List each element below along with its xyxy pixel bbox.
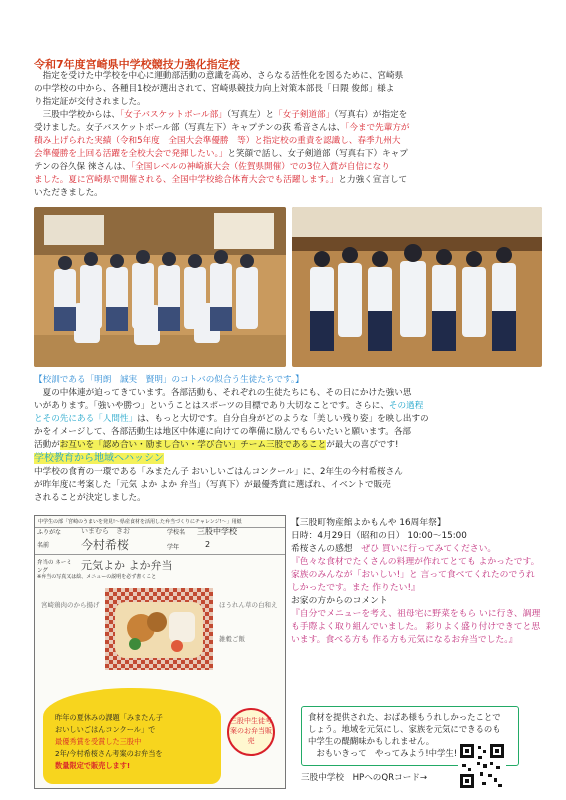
bento-name-label: 弁当の ネーミング bbox=[37, 560, 72, 574]
flyer-line: 数量限定で販売します! bbox=[55, 761, 131, 770]
kendo-photo-image bbox=[292, 207, 542, 367]
impression-text: 『色々な食材でたくさんの料理が作れてとても よかったです。家族のみんなが「おいしい!」と 言って食べてくれたのでうれしかったです。また 作りたい!』 bbox=[291, 557, 540, 593]
designation-line-run: いただきました。 bbox=[34, 188, 103, 198]
event-heading: 【三股町物産館よかもんや 16周年祭】 bbox=[291, 518, 446, 528]
designation-line bbox=[34, 135, 542, 148]
summer-line-run: 活動が bbox=[34, 440, 60, 450]
designation-line-run: 三股中学校からは、 bbox=[34, 110, 120, 120]
comment-label: お家の方からのコメント bbox=[291, 596, 388, 606]
food-line: 中学校の食育の一環である「みまたん子 おいしいごはんコンクール」に、2年生の今村希桜さん bbox=[34, 467, 403, 477]
name-value: 今村希桜 bbox=[81, 538, 130, 552]
summer-line-run: とその先にある「人間性」 bbox=[34, 414, 138, 424]
bento-contest-form bbox=[34, 515, 286, 789]
summer-line bbox=[34, 439, 542, 452]
summer-line bbox=[34, 387, 542, 400]
kendo-team-photo bbox=[292, 207, 542, 367]
form-header: 中学生の部「宮崎のうまいを発見!～県産食材を活用した弁当づくりにチャレンジ!～」用紙 bbox=[35, 516, 285, 528]
form-note: ※弁当の写真又は絵、メニューの説明を必ず書くこと bbox=[37, 574, 157, 580]
designation-line-run: と力強く宣言して bbox=[338, 175, 408, 185]
intro-line: の中学校の中から、各種目1校が選出されて、宮崎県競技力向上対策本部長「日隈 俊郎」様よ bbox=[34, 84, 395, 94]
designation-line bbox=[34, 148, 542, 161]
food-line: が昨年度に考案した「元気 よか よか 弁当」（写真下）が最優秀賞に選ばれ、イベントで販売 bbox=[34, 480, 391, 490]
designation-line-run: 受けました。女子バスケットボール部（写真左下）キャプテンの荻 希音さんは、 bbox=[34, 123, 346, 133]
dish-note-right-1: ほうれん草の白和え bbox=[219, 601, 278, 609]
event-date: 日時：4月29日（昭和の日） 10:00～15:00 bbox=[291, 531, 467, 541]
closing-line: しょう。地域を元気にし、家族を元気にできるのも bbox=[308, 724, 501, 734]
food-paragraph bbox=[34, 466, 542, 505]
closing-line: 食材を提供された、おばあ様もうれしかったことで bbox=[308, 712, 501, 722]
summer-line-run: その過程 bbox=[388, 401, 424, 411]
name-label: 名前 bbox=[37, 542, 50, 549]
intro-paragraph bbox=[34, 70, 542, 109]
dish-note-left: 宮崎鶏肉のから揚げ bbox=[41, 601, 100, 609]
grade-label: 学年 bbox=[167, 544, 180, 551]
designation-line-run: 会準優勝を上回る活躍を全校大会で発揮したい。」 bbox=[34, 149, 228, 159]
designation-line-run: （写真右）が指定を bbox=[334, 110, 408, 120]
summer-line bbox=[34, 413, 542, 426]
event-info bbox=[291, 517, 548, 647]
designation-line bbox=[34, 122, 542, 135]
comment-text: 『自分でメニューを考え、祖母宅に野菜をもら いに行き、調理も手際よく取り組んでいました。 彩りよく盛り付けできてと思います。食べる方も 作る方も元気になるお弁当でした。』 bbox=[291, 609, 541, 645]
flyer-line: 最優秀賞を受賞した三股中 bbox=[55, 737, 142, 746]
summer-paragraph bbox=[34, 387, 542, 452]
designation-line-run: 「全国レベルの神崎旗大会（佐賀県開催）での3位入賞が自信になり bbox=[130, 162, 390, 172]
designation-line-run: ました。夏に宮崎県で開催される、全国中学校総合体育大会でも活躍します。」 bbox=[34, 175, 339, 185]
motto-heading: 【校訓である「明朗 誠実 賢明」のコトバの似合う生徒たちです。】 bbox=[34, 375, 304, 385]
summer-line bbox=[34, 400, 542, 413]
flyer-line: 2年/今村希桜さん考案のお弁当を bbox=[55, 749, 163, 758]
impression-label: 希桜さんの感想 bbox=[291, 544, 353, 554]
designation-line-run: 「今まで先輩方が bbox=[345, 123, 410, 133]
intro-line: 指定を受けた中学校を中心に運動部活動の意識を高め、さらなる活性化を図るために、宮崎県 bbox=[34, 71, 404, 81]
designation-line-run: 「女子バスケットボール部」 bbox=[119, 110, 227, 120]
summer-line-run: いがあります。「強いや勝つ」ということはスポーツの目標であり大切なことです。さらに、 bbox=[34, 401, 389, 411]
closing-line: おもいきって やってみよう!中学生! bbox=[308, 748, 458, 758]
flyer-line: 昨年の夏休みの課題「みまたん子 bbox=[55, 713, 163, 722]
bento-photo bbox=[105, 588, 213, 670]
summer-line-run: かをイメージして、各部活動生は地区中体連に向けての準備に励んでもらいたいと願います。各部 bbox=[34, 427, 412, 437]
basketball-photo-image bbox=[34, 207, 286, 367]
page-title: 令和7年度宮崎県中学校競技力強化指定校 bbox=[34, 58, 240, 71]
designation-line bbox=[34, 161, 542, 174]
designation-line-run: と笑顔で話し、女子剣道部（写真右下）キャプ bbox=[227, 149, 408, 159]
grade-value: 2 bbox=[205, 540, 211, 549]
summer-line-run: は、もっと大切です。自分自身がどのような「美しい残り姿」を映し出すの bbox=[137, 414, 429, 424]
dish-note-right-2: 雑穀ご飯 bbox=[219, 635, 245, 643]
school-value: 三股中学校 bbox=[197, 527, 237, 536]
closing-line: 中学生の醍醐味かもしれません。 bbox=[308, 736, 435, 746]
designation-line-run: テンの谷久保 徠さんは、 bbox=[34, 162, 131, 172]
summer-line bbox=[34, 426, 542, 439]
school-label: 学校名 bbox=[167, 529, 186, 536]
basketball-team-photo bbox=[34, 207, 286, 367]
designation-line bbox=[34, 174, 542, 187]
designation-line bbox=[34, 109, 542, 122]
flyer-text bbox=[55, 712, 225, 772]
section-heading bbox=[34, 452, 542, 465]
furigana-label: ふりがな bbox=[37, 529, 62, 536]
qr-code-icon[interactable] bbox=[458, 742, 506, 790]
impression-tag: ぜひ 買いに行ってみてください。 bbox=[361, 544, 497, 554]
summer-line-run: お互いを「認め合い・励まし合い・学び合い」チーム三股であること bbox=[59, 440, 327, 450]
qr-label: 三股中学校 HPへのQRコード→ bbox=[301, 773, 428, 783]
flyer-line: おいしいごはんコンクール」で bbox=[55, 725, 156, 734]
designation-line-run: 「女子剣道部」 bbox=[274, 110, 335, 120]
summer-line-run: 夏の中体連が迫ってきています。各部活動も、それぞれの生徒たちにも、その日にかけた強い思 bbox=[34, 388, 412, 398]
furigana-value: いまむら きお bbox=[81, 527, 130, 535]
designation-paragraph bbox=[34, 109, 542, 200]
impression-header bbox=[291, 543, 548, 556]
summer-line-run: が最大の喜びです! bbox=[326, 440, 399, 450]
bento-name-value: 元気よか よか弁当 bbox=[81, 559, 173, 572]
bento-sale-badge: 三股中生徒考案のお弁当販売 bbox=[227, 708, 275, 756]
designation-line-run: 積み上げられた実績（令和5年度 全国大会準優勝 等）と指定校の重責を認識し、春季九州大 bbox=[34, 136, 401, 146]
food-line: されることが決定しました。 bbox=[34, 493, 146, 503]
designation-line bbox=[34, 187, 542, 200]
designation-line-run: （写真左）と bbox=[226, 110, 275, 120]
intro-line: り指定証が交付されました。 bbox=[34, 97, 146, 107]
section-heading-text: 学校教育から地域へハッシン bbox=[34, 453, 164, 464]
